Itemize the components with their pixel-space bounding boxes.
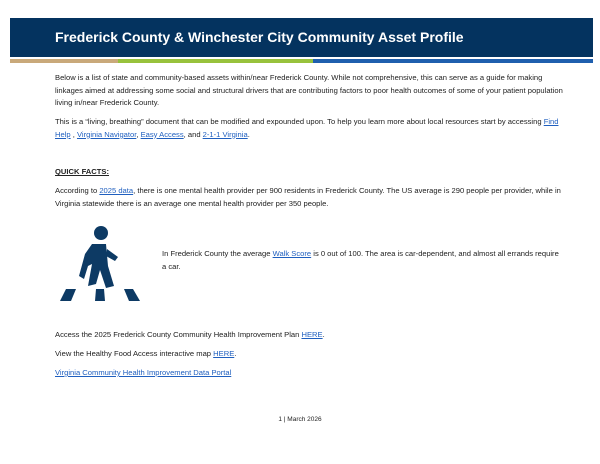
portal-line [55,367,565,380]
header-banner [10,18,593,57]
text: , and [183,129,203,139]
text: , there is one mental health provider per 900 residents in Frederick County. The US average is 290 people per provider, while in Virginia statewide there is an average one mental health provider per 350 people. [55,186,561,208]
quick-facts-heading: QUICK FACTS: [55,167,109,176]
food-map-here-link[interactable]: HERE [213,349,235,358]
page-title: Frederick County & Winchester City Community Asset Profile [55,29,464,45]
easy-access-link[interactable]: Easy Access [140,129,184,139]
text: , [136,129,141,139]
mental-health-fact [55,185,565,210]
text: In Frederick County the average [162,249,273,258]
text: . [234,349,237,358]
chip-here-link[interactable]: HERE [301,330,323,339]
pedestrian-crosswalk-icon [58,224,142,302]
211-virginia-link[interactable]: 2-1-1 Virginia [202,129,248,139]
stripe-green [118,59,313,63]
text: View the Healthy Food Access interactive map [55,349,214,358]
resources-paragraph [55,116,565,141]
virginia-navigator-link[interactable]: Virginia Navigator [76,129,137,139]
find-help-link[interactable]: Find Help [55,117,559,139]
text: According to [55,186,100,195]
chip-line [55,329,565,342]
text: . [322,330,325,339]
page-footer: 1 | March 2026 [278,416,322,423]
food-access-line [55,348,565,361]
walk-score-text [162,248,562,273]
text: is 0 out of 100. The area is car-dependent, and almost all errands require a car. [162,249,559,271]
text: Access the 2025 Frederick County Community Health Improvement Plan [55,330,302,339]
text: This is a “living, breathing” document that can be modified and expounded upon. To help you learn more about local resources start by accessing [55,117,544,126]
text: , [70,129,77,139]
2025-data-link[interactable]: 2025 data [99,186,134,195]
stripe-blue [313,59,593,63]
stripe-tan [10,59,118,63]
walk-score-link[interactable]: Walk Score [272,249,312,258]
data-portal-link[interactable]: Virginia Community Health Improvement Data Portal [55,368,232,377]
text: . [247,129,250,139]
intro-paragraph: Below is a list of state and community-based assets within/near Frederick County. While not comprehensive, this can serve as a guide for making linkages aimed at addressing some social and structural drivers that are contributing factors to poor health outcomes of some of your patient population living in/near Frederick County. [55,73,563,108]
